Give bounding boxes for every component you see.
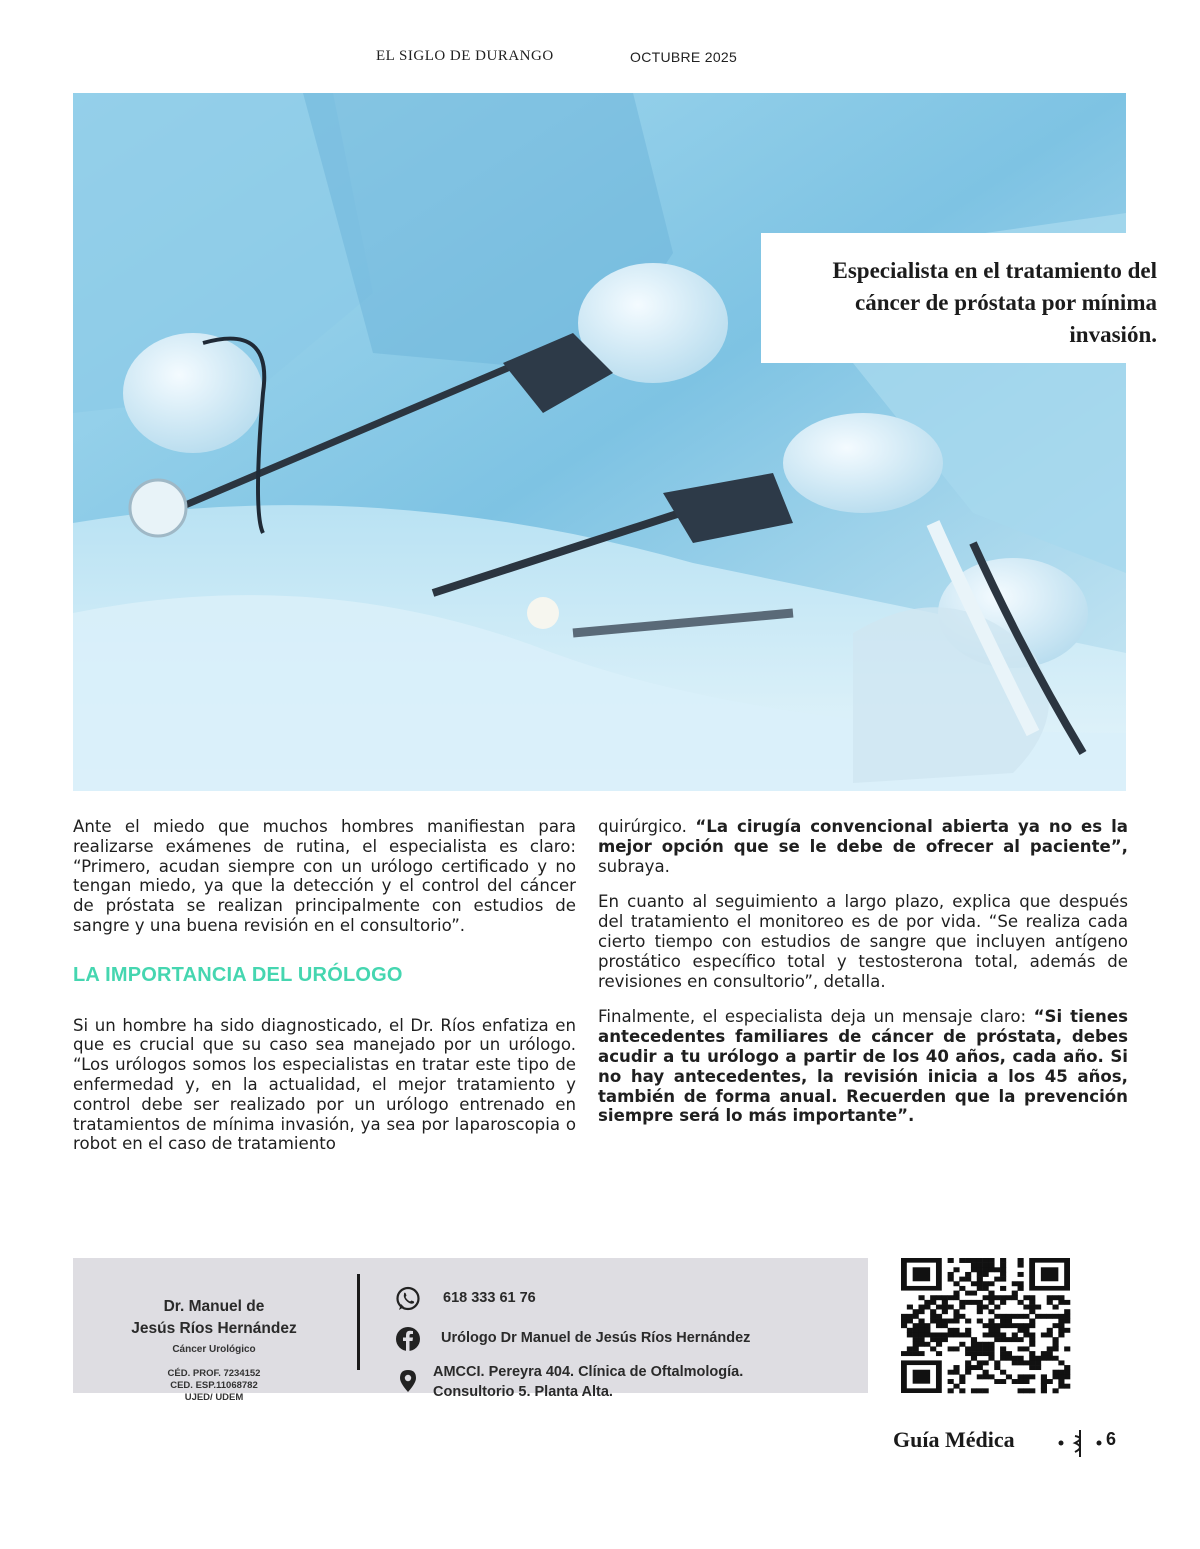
- facebook-icon: [395, 1326, 421, 1352]
- article-column-left: [73, 817, 576, 1170]
- divider: [357, 1274, 360, 1370]
- issue-date: OCTUBRE 2025: [630, 49, 738, 65]
- address: [433, 1362, 743, 1402]
- paragraph-quote-surgery: [598, 817, 1128, 876]
- article-column-right: [598, 817, 1128, 1142]
- cedula-profesional: CÉD. PROF. 7234152: [167, 1368, 261, 1379]
- cedula-especialidad: CED. ESP.11068782: [170, 1380, 258, 1391]
- paragraph-followup: En cuanto al seguimiento a largo plazo, explica que después del tratamiento el monitoreo es de por vida. “Se realiza cada cierto tiempo con estudios de sangre que incluyen antígeno prostático específico total y testosterona total, además de revisiones en consultorio”, detalla.: [598, 892, 1128, 991]
- address-line2: Consultorio 5. Planta Alta.: [433, 1384, 613, 1400]
- doctor-credentials: [73, 1368, 355, 1404]
- surgery-illustration: [73, 93, 1126, 791]
- paragraph-text: subraya.: [598, 856, 670, 876]
- paragraph-intro: Ante el miedo que muchos hombres manifiestan para realizarse exámenes de rutina, el especialista es claro: “Primero, acudan siempre con un urólogo certificado y no tengan miedo, ya que la detección y el control del cáncer de próstata se realizan principalmente con estudios de sangre y una buena revisión en el consultorio”.: [73, 817, 576, 935]
- paragraph-urologist: Si un hombre ha sido diagnosticado, el Dr. Ríos enfatiza en que es crucial que su caso sea manejado por un urólogo. “Los urólogos somos los especialistas en tratar este tipo de enfermedad y, en la actualidad, el mejor tratamiento y control debe ser realizado por un urólogo entrenado en tratamientos de mínima invasión, ya sea por laparoscopia o robot en el caso de tratamiento: [73, 1015, 576, 1154]
- bold-quote: “Si tienes antecedentes familiares de cáncer de próstata, debes acudir a tu urólogo a partir de los 40 años, cada año. Si no hay antecedentes, la revisión inicia a los 45 años, también de forma anual. Recuerden que la prevención siempre será lo más importante”.: [598, 1007, 1128, 1126]
- magazine-title: Guía Médica: [893, 1427, 1015, 1452]
- whatsapp-icon: [395, 1286, 421, 1312]
- phone-number[interactable]: 618 333 61 76: [443, 1290, 536, 1306]
- facebook-page[interactable]: Urólogo Dr Manuel de Jesús Ríos Hernández: [441, 1330, 751, 1346]
- masthead: [0, 48, 1200, 70]
- address-line1: AMCCI. Pereyra 404. Clínica de Oftalmología.: [433, 1364, 744, 1380]
- footer-brand: [893, 1424, 1133, 1464]
- doctor-specialty: Cáncer Urológico: [172, 1344, 256, 1355]
- bold-quote: “La cirugía convencional abierta ya no es la mejor opción que se le debe de ofrecer al paciente”,: [598, 817, 1128, 856]
- caption-text: Especialista en el tratamiento del cáncer de próstata por mínima invasión.: [832, 258, 1157, 347]
- schools: UJED/ UDEM: [184, 1392, 244, 1403]
- paragraph-text: quirúrgico.: [598, 817, 696, 836]
- caduceus-icon: [1057, 1428, 1103, 1458]
- page-number: 6: [1106, 1429, 1117, 1449]
- section-heading: LA IMPORTANCIA DEL URÓLOGO: [73, 963, 403, 986]
- hero-surgery-photo: [73, 93, 1157, 791]
- doctor-name-line2: Jesús Ríos Hernández: [131, 1320, 297, 1337]
- location-pin-icon: [395, 1368, 421, 1394]
- doctor-name: [73, 1296, 355, 1340]
- doctor-name-line1: Dr. Manuel de: [163, 1298, 265, 1315]
- contact-card: [73, 1258, 868, 1403]
- paragraph-final-message: [598, 1007, 1128, 1126]
- hero-caption: [761, 233, 1199, 363]
- paragraph-text: Finalmente, el especialista deja un mensaje claro:: [598, 1007, 1034, 1027]
- publication-name: EL SIGLO DE DURANGO: [376, 48, 554, 64]
- qr-code[interactable]: [901, 1258, 1070, 1393]
